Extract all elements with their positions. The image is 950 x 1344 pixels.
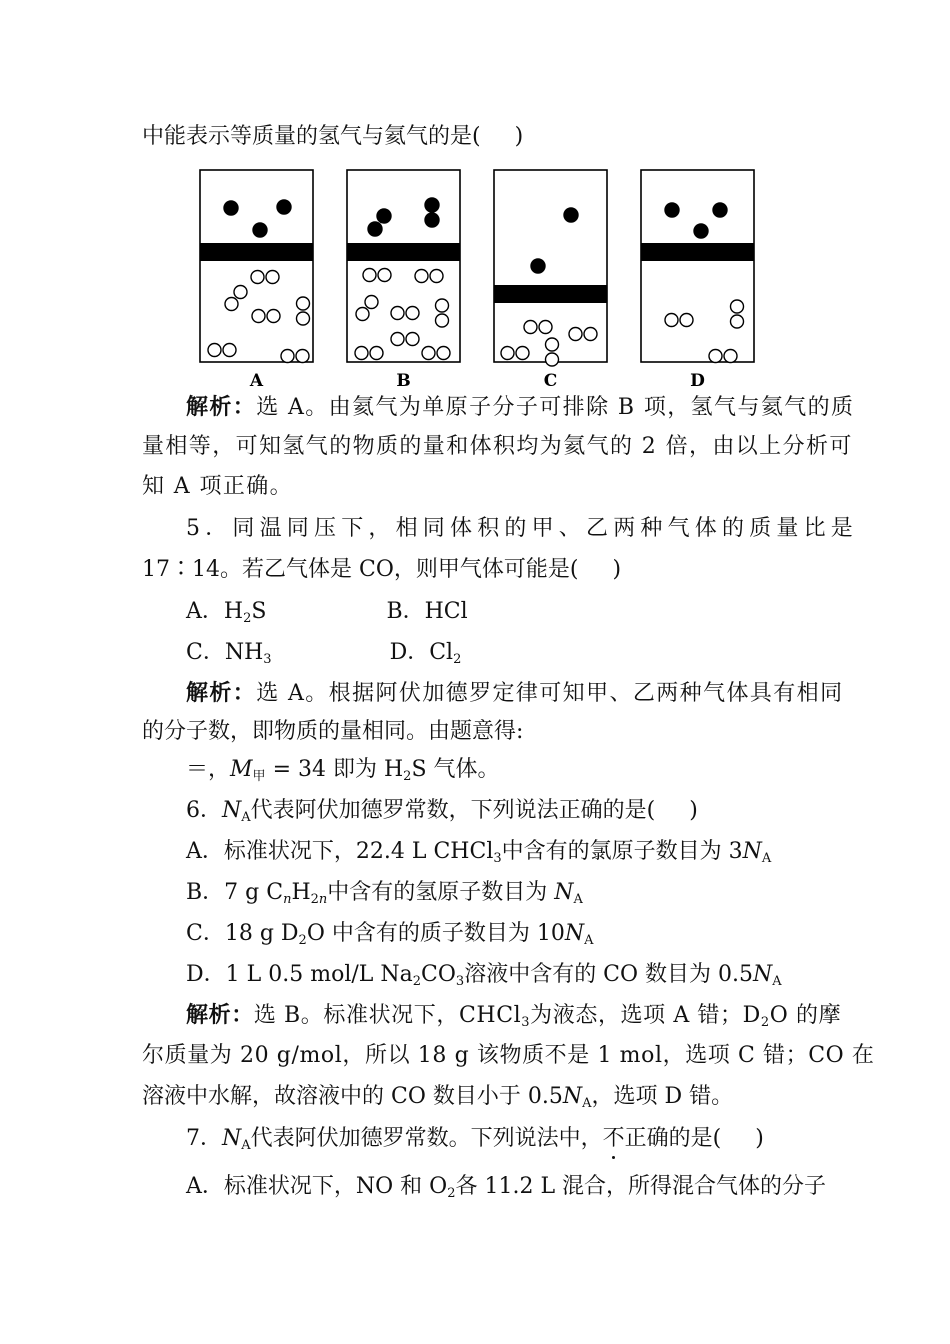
q6-option-c-tail: O 中含有的质子数目为 10 bbox=[306, 921, 565, 946]
hydrogen-atom bbox=[252, 310, 265, 323]
q4-analysis-line3 bbox=[142, 472, 950, 502]
container-c bbox=[494, 170, 607, 391]
hydrogen-atom bbox=[297, 297, 310, 310]
hydrogen-atom bbox=[546, 338, 559, 351]
container-box bbox=[347, 170, 460, 362]
container-b bbox=[347, 170, 460, 391]
piston-bar bbox=[200, 243, 313, 261]
helium-atom bbox=[531, 259, 545, 273]
option-label-a: A bbox=[249, 371, 264, 391]
q6-stem-text: 代表阿伏加德罗常数，下列说法正确的是( bbox=[250, 798, 656, 823]
q6-analysis-text2: 尔质量为 20 g/mol，所以 18 g 该物质不是 1 mol，选项 C 错；CO 在 bbox=[142, 1043, 875, 1068]
hydrogen-atom bbox=[281, 350, 294, 363]
q6-analysis-text1b: 为液态，选项 A 错；D bbox=[530, 1003, 761, 1028]
q5-analysis-line1 bbox=[186, 678, 950, 709]
container-d bbox=[641, 170, 754, 391]
q4-analysis-text3: 知 A 项正确。 bbox=[142, 474, 294, 499]
q6-analysis-text3a: 溶液中水解，故溶液中的 CO 数目小于 0.5 bbox=[142, 1084, 563, 1109]
q6-number: 6． bbox=[186, 798, 222, 823]
container-a bbox=[200, 170, 313, 391]
emphasis-dot-char: 不 bbox=[602, 1126, 625, 1151]
q4-analysis-text1: 选 A。由氦气为单原子分子可排除 B 项，氢气与氦气的质 bbox=[256, 395, 855, 420]
q5-stem-line2 bbox=[142, 555, 950, 585]
hydrogen-atom bbox=[365, 296, 378, 309]
q6-analysis-line2 bbox=[142, 1041, 950, 1071]
q5-options-ab bbox=[186, 597, 950, 627]
hydrogen-atom bbox=[296, 350, 309, 363]
hydrogen-atom bbox=[437, 347, 450, 360]
q5-analysis-text3: = 34 即为 H bbox=[272, 757, 404, 782]
q5-option-d: D．$Cl_2$ bbox=[389, 640, 462, 667]
q7-stem: 7．$N_A$代表阿伏加德罗常数。下列说法中，不正确的是( ) bbox=[186, 1126, 764, 1153]
analysis-label: 解析： bbox=[186, 680, 257, 706]
q5-stem-line1 bbox=[186, 514, 950, 544]
hydrogen-atom bbox=[501, 347, 514, 360]
q5-option-a-label: A． bbox=[186, 599, 224, 624]
helium-atom bbox=[224, 201, 238, 215]
hydrogen-atom bbox=[709, 350, 722, 363]
hydrogen-atom bbox=[297, 312, 310, 325]
q5-number: 5． bbox=[186, 516, 233, 541]
q7-stem-close: ) bbox=[755, 1126, 764, 1151]
q5-analysis-sub: 甲 bbox=[252, 769, 266, 784]
q5-options-cd bbox=[186, 638, 950, 668]
q4-stem-text: 中能表示等质量的氢气与氦气的是( bbox=[142, 124, 481, 149]
q6-option-a-tail: 中含有的氯原子数目为 3 bbox=[501, 839, 743, 864]
hydrogen-atom bbox=[356, 308, 369, 321]
piston-bar bbox=[641, 243, 754, 261]
analysis-label: 解析： bbox=[186, 394, 257, 420]
hydrogen-atom bbox=[355, 347, 368, 360]
q6-option-d: D．1 L 0.5 mol/L $Na_2CO_3$溶液中含有的 CO 数目为 $0.5N_A$ bbox=[186, 962, 782, 989]
hydrogen-atom bbox=[391, 307, 404, 320]
hydrogen-atom bbox=[539, 321, 552, 334]
q7-stem-text2: 正确的是( bbox=[624, 1126, 722, 1151]
helium-atom bbox=[368, 222, 382, 236]
q4-stem bbox=[142, 122, 950, 152]
hydrogen-atom bbox=[406, 307, 419, 320]
q5-analysis-text2: 的分子数，即物质的量相同。由题意得: bbox=[142, 719, 524, 744]
helium-atom bbox=[425, 213, 439, 227]
q7-option-a: A．标准状况下，NO 和 $O_2$各 11.2 L 混合，所得混合气体的分子 bbox=[186, 1174, 827, 1201]
hydrogen-atom bbox=[436, 314, 449, 327]
option-label-c: C bbox=[543, 371, 558, 391]
hydrogen-atom bbox=[415, 270, 428, 283]
hydrogen-atom bbox=[584, 328, 597, 341]
hydrogen-atom bbox=[363, 269, 376, 282]
q7-option-a-tail: 各 11.2 L 混合，所得混合气体的分子 bbox=[455, 1174, 827, 1199]
hydrogen-atom bbox=[731, 300, 744, 313]
hydrogen-atom bbox=[267, 310, 280, 323]
molar-mass-symbol: M bbox=[230, 757, 253, 782]
hydrogen-atom bbox=[569, 328, 582, 341]
helium-atom bbox=[713, 203, 727, 217]
option-label-d: D bbox=[690, 371, 705, 391]
q6-option-b: B．7 g $C_nH_{2n}$中含有的氢原子数目为 $N_A$ bbox=[186, 880, 583, 907]
hydrogen-atom bbox=[406, 333, 419, 346]
q5-option-d-label: D． bbox=[389, 640, 430, 665]
q6-option-a-text: A．标准状况下，22.4 L CHCl bbox=[186, 839, 494, 864]
hydrogen-atom bbox=[422, 347, 435, 360]
hydrogen-atom bbox=[225, 298, 238, 311]
hydrogen-atom bbox=[208, 344, 221, 357]
q6-option-d-tail: 溶液中含有的 CO 数目为 0.5 bbox=[464, 962, 754, 987]
q6-analysis-text1c: O 的摩 bbox=[769, 1003, 842, 1028]
q5-stem-text2: 17∶14。若乙气体是 CO，则甲气体可能是( bbox=[142, 557, 579, 582]
q5-analysis-line2 bbox=[142, 717, 950, 747]
hydrogen-atom bbox=[370, 347, 383, 360]
hydrogen-atom bbox=[223, 344, 236, 357]
q6-option-c: C．18 g $D_2O$ 中含有的质子数目为 $10N_A$ bbox=[186, 921, 594, 948]
q6-option-b-tail: 中含有的氢原子数目为 bbox=[327, 880, 555, 905]
q6-option-d-text: D．1 L 0.5 mol/L Na bbox=[186, 962, 413, 987]
q6-option-c-text: C．18 g D bbox=[186, 921, 299, 946]
container-box bbox=[200, 170, 313, 362]
q5-option-b: B．HCl bbox=[386, 599, 468, 624]
helium-atom bbox=[425, 198, 439, 212]
hydrogen-atom bbox=[724, 350, 737, 363]
q5-stem-close: ) bbox=[612, 557, 622, 582]
q5-option-a: A．$H_2S$ bbox=[186, 599, 267, 626]
hydrogen-atom bbox=[378, 269, 391, 282]
hydrogen-atom bbox=[516, 347, 529, 360]
helium-atom bbox=[277, 200, 291, 214]
hydrogen-atom bbox=[430, 270, 443, 283]
hydrogen-atom bbox=[251, 271, 264, 284]
q7-stem-text: 代表阿伏加德罗常数。下列说法中， bbox=[250, 1126, 603, 1151]
analysis-label: 解析： bbox=[186, 1002, 254, 1028]
q5-analysis-text3b: S 气体。 bbox=[411, 757, 500, 782]
gas-containers-diagram bbox=[190, 160, 770, 395]
q6-analysis-text3b: ，选项 D 错。 bbox=[591, 1084, 734, 1109]
hydrogen-atom bbox=[436, 299, 449, 312]
hydrogen-atom bbox=[680, 314, 693, 327]
hydrogen-atom bbox=[665, 314, 678, 327]
q4-analysis-line2 bbox=[142, 432, 950, 462]
hydrogen-atom bbox=[546, 353, 559, 366]
hydrogen-atom bbox=[524, 321, 537, 334]
q5-analysis-line3: ＝，$M_甲 = 34$ 即为 $H_2S$ 气体。 bbox=[186, 757, 500, 784]
q6-analysis-line3: 溶液中水解，故溶液中的 CO 数目小于 $0.5N_A$，选项 D 错。 bbox=[142, 1084, 734, 1111]
hydrogen-atom bbox=[266, 271, 279, 284]
q5-option-c-label: C． bbox=[186, 640, 225, 665]
q5-analysis-text1: 选 A。根据阿伏加德罗定律可知甲、乙两种气体具有相同 bbox=[256, 681, 844, 706]
helium-atom bbox=[694, 224, 708, 238]
helium-atom bbox=[564, 208, 578, 222]
q7-number: 7． bbox=[186, 1126, 222, 1151]
q5-analysis-eq: ＝， bbox=[186, 757, 231, 782]
helium-atom bbox=[377, 209, 391, 223]
container-box bbox=[641, 170, 754, 362]
q6-analysis-text1a: 选 B。标准状况下，CHCl bbox=[253, 1003, 522, 1028]
hydrogen-atom bbox=[234, 286, 247, 299]
helium-atom bbox=[253, 223, 267, 237]
q5-option-c: C．$NH_3$ bbox=[186, 640, 272, 667]
q4-stem-close: ) bbox=[514, 124, 524, 149]
q6-analysis-line1: 解析：选 B。标准状况下，CHCl$_3$为液态，选项 A 错；$D_2O$ 的摩 bbox=[186, 1002, 842, 1030]
q6-stem-close: ) bbox=[689, 798, 698, 823]
q4-analysis-line1 bbox=[186, 392, 950, 423]
q7-option-a-text: A．标准状况下，NO 和 O bbox=[186, 1174, 448, 1199]
q6-stem: 6．$N_A$代表阿伏加德罗常数，下列说法正确的是( ) bbox=[186, 798, 698, 825]
piston-bar bbox=[347, 243, 460, 261]
helium-atom bbox=[665, 203, 679, 217]
q5-stem-text1: 同温同压下，相同体积的甲、乙两种气体的质量比是 bbox=[232, 516, 859, 541]
piston-bar bbox=[494, 285, 607, 303]
hydrogen-atom bbox=[391, 333, 404, 346]
hydrogen-atom bbox=[731, 315, 744, 328]
q6-option-b-text: B．7 g C bbox=[186, 880, 284, 905]
q6-option-a: A．标准状况下，22.4 L CHCl$_3$中含有的氯原子数目为 $3N_A$ bbox=[186, 839, 772, 866]
q4-analysis-text2: 量相等，可知氢气的物质的量和体积均为氦气的 2 倍，由以上分析可 bbox=[142, 434, 853, 459]
option-label-b: B bbox=[396, 371, 411, 391]
